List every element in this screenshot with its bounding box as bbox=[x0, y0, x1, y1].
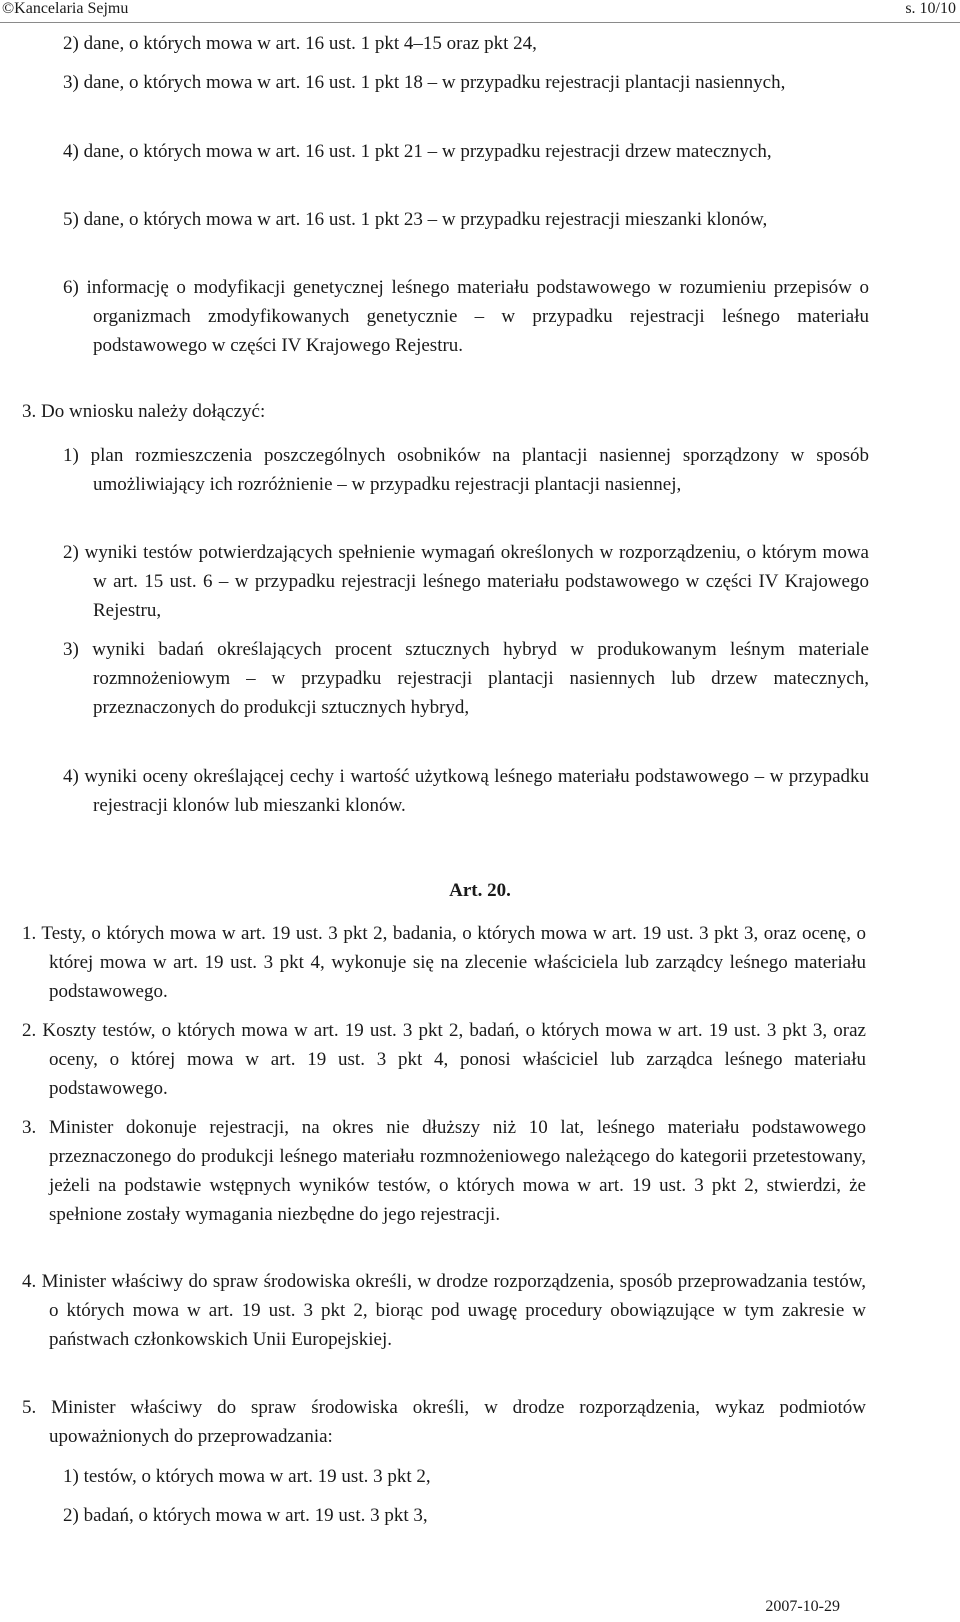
art20-ust-2: 2. Koszty testów, o których mowa w art. 19 ust. 3 pkt 2, badań, o których mowa w art. 19 ust. 3 pkt 3, oraz oceny, o której mowa w art. 19 ust. 3 pkt 4, ponosi właściciel lub zarządca leśnego materiału podstawowego. bbox=[22, 1020, 866, 1099]
list-item-2: 2) dane, o których mowa w art. 16 ust. 1 pkt 4–15 oraz pkt 24, bbox=[63, 33, 537, 54]
art20-ust-5-item-1: 1) testów, o których mowa w art. 19 ust. 3 pkt 2, bbox=[63, 1466, 431, 1487]
art20-ust-5: 5. Minister właściwy do spraw środowiska określi, w drodze rozporządzenia, wykaz podmiotów upoważnionych do przeprowadzania: bbox=[22, 1397, 866, 1447]
ust3-item-3: 3) wyniki badań określających procent sztucznych hybryd w produkowanym leśnym materiale rozmnożeniowym – w przypadku rejestracji plantacji nasiennych lub drzew matecznych, przeznaczonych do produkcji sztucznych hybryd, bbox=[63, 639, 869, 718]
art20-ust-3: 3. Minister dokonuje rejestracji, na okres nie dłuższy niż 10 lat, leśnego materiału podstawowego przeznaczonego do produkcji leśnego materiału rozmnożeniowego należącego do kategorii przetestowany, jeżeli na podstawie wstępnych wyników testów, o których mowa w art. 19 ust. 3 pkt 2, stwierdzi, że spełnione zostały wymagania niezbędne do jego rejestracji. bbox=[22, 1117, 866, 1225]
list-item-5: 5) dane, o których mowa w art. 16 ust. 1 pkt 23 – w przypadku rejestracji mieszanki klonów, bbox=[63, 209, 768, 230]
list-item-4: 4) dane, o których mowa w art. 16 ust. 1 pkt 21 – w przypadku rejestracji drzew matecznych, bbox=[63, 141, 772, 162]
page-header bbox=[0, 0, 960, 23]
list-item-3: 3) dane, o których mowa w art. 16 ust. 1 pkt 18 – w przypadku rejestracji plantacji nasiennych, bbox=[63, 72, 786, 93]
footer-date: 2007-10-29 bbox=[765, 1598, 840, 1615]
ust3-item-2: 2) wyniki testów potwierdzających spełnienie wymagań określonych w rozporządzeniu, o którym mowa w art. 15 ust. 6 – w przypadku rejestracji leśnego materiału podstawowego w części IV Krajowego Rejestru, bbox=[63, 542, 869, 621]
art20-ust-1: 1. Testy, o których mowa w art. 19 ust. 3 pkt 2, badania, o których mowa w art. 19 ust. 3 pkt 3, oraz ocenę, o której mowa w art. 19 ust. 3 pkt 4, wykonuje się na zlecenie właściciela lub zarządcy leśnego materiału podstawowego. bbox=[22, 923, 866, 1002]
ust3-intro: 3. Do wniosku należy dołączyć: bbox=[22, 401, 266, 422]
page-number: s. 10/10 bbox=[905, 0, 956, 17]
art20-ust-5-item-2: 2) badań, o których mowa w art. 19 ust. 3 pkt 3, bbox=[63, 1505, 428, 1526]
art20-ust-4: 4. Minister właściwy do spraw środowiska określi, w drodze rozporządzenia, sposób przeprowadzania testów, o których mowa w art. 19 ust. 3 pkt 2, biorąc pod uwagę procedury obowiązujące w tym zakresie w państwach członkowskich Unii Europejskiej. bbox=[22, 1271, 866, 1350]
article-title: Art. 20. bbox=[449, 880, 511, 901]
ust3-item-4: 4) wyniki oceny określającej cechy i wartość użytkową leśnego materiału podstawowego – w przypadku rejestracji klonów lub mieszanki klonów. bbox=[63, 766, 869, 816]
copyright-text: ©Kancelaria Sejmu bbox=[2, 0, 129, 17]
list-item-6: 6) informację o modyfikacji genetycznej leśnego materiału podstawowego w rozumieniu przepisów o organizmach zmodyfikowanych genetycznie – w przypadku rejestracji leśnego materiału podstawowego w części IV Krajowego Rejestru. bbox=[63, 277, 869, 356]
ust3-item-1: 1) plan rozmieszczenia poszczególnych osobników na plantacji nasiennej sporządzony w sposób umożliwiający ich rozróżnienie – w przypadku rejestracji plantacji nasiennej, bbox=[63, 445, 869, 495]
